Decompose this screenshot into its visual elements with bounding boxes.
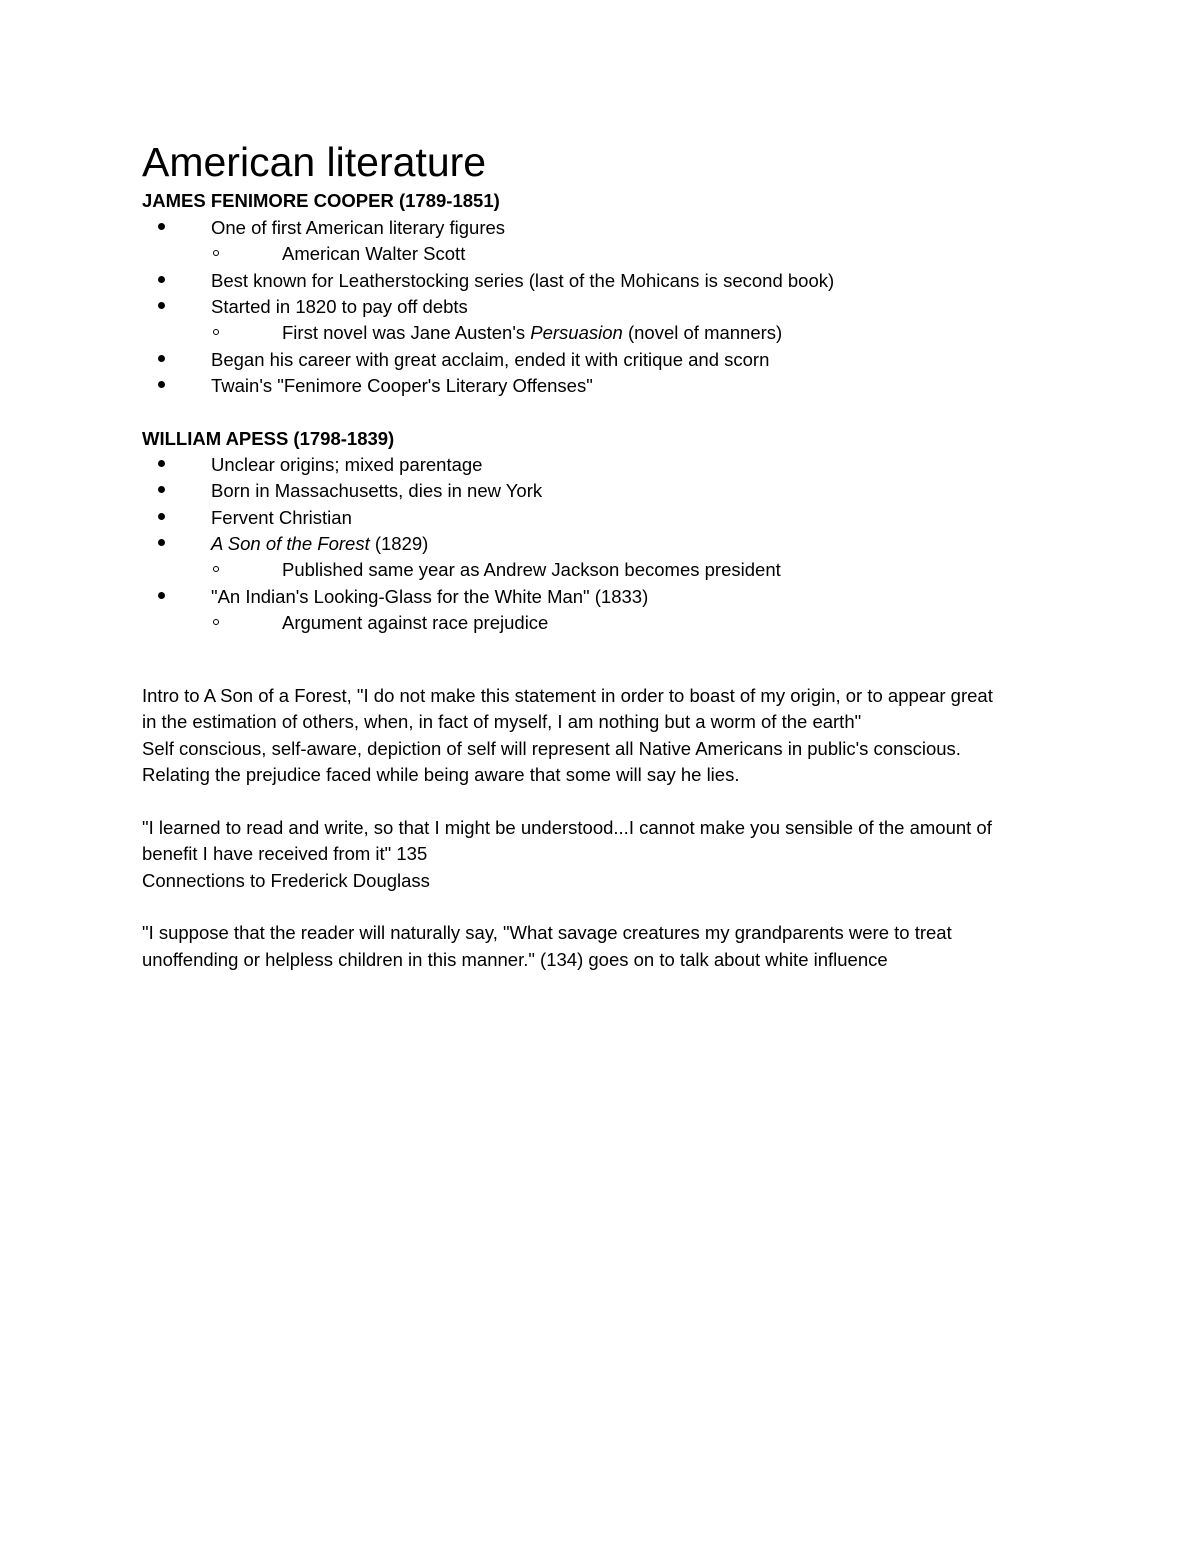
paragraph-line: "I learned to read and write, so that I might be understood...I cannot make you sensible of the amount of <box>142 817 992 838</box>
paragraph-line: "I suppose that the reader will naturally say, "What savage creatures my grandparents were to treat <box>142 922 952 943</box>
sub-bullet-icon <box>213 566 219 572</box>
sub-list-item <box>282 321 782 345</box>
document-title: American literature <box>142 139 487 185</box>
sub-list-item: American Walter Scott <box>282 243 466 264</box>
book-title: Persuasion <box>530 322 623 343</box>
bullet-icon <box>158 513 165 520</box>
list-item: Started in 1820 to pay off debts <box>211 296 468 317</box>
sub-bullet-icon <box>213 329 219 335</box>
paragraph-line: Self conscious, self-aware, depiction of self will represent all Native Americans in public's conscious. <box>142 738 961 759</box>
paragraph-line: unoffending or helpless children in this manner." (134) goes on to talk about white influence <box>142 949 888 970</box>
bullet-icon <box>158 302 165 309</box>
list-item: Best known for Leatherstocking series (last of the Mohicans is second book) <box>211 270 835 291</box>
sub-list-item: Published same year as Andrew Jackson becomes president <box>282 559 781 580</box>
section-heading-cooper: JAMES FENIMORE COOPER (1789-1851) <box>142 190 500 211</box>
paragraph-line: Relating the prejudice faced while being aware that some will say he lies. <box>142 764 740 785</box>
bullet-icon <box>158 381 165 388</box>
paragraph-line: in the estimation of others, when, in fact of myself, I am nothing but a worm of the earth" <box>142 711 862 732</box>
bullet-icon <box>158 539 165 546</box>
bullet-icon <box>158 460 165 467</box>
text-run: (1829) <box>369 533 429 554</box>
paragraph-line: Intro to A Son of a Forest, "I do not make this statement in order to boast of my origin, or to appear great <box>142 685 993 706</box>
paragraph-line: benefit I have received from it" 135 <box>142 843 428 864</box>
paragraph-line: Connections to Frederick Douglass <box>142 870 430 891</box>
sub-bullet-icon <box>213 250 219 256</box>
list-item: Began his career with great acclaim, ended it with critique and scorn <box>211 349 770 370</box>
list-item: Unclear origins; mixed parentage <box>211 454 483 475</box>
list-item: One of first American literary figures <box>211 217 506 238</box>
bullet-icon <box>158 276 165 283</box>
text-run: First novel was Jane Austen's <box>282 322 531 343</box>
sub-list-item: Argument against race prejudice <box>282 612 549 633</box>
bullet-icon <box>158 355 165 362</box>
list-item: Fervent Christian <box>211 507 352 528</box>
book-title: A Son of the Forest <box>211 533 370 554</box>
bullet-icon <box>158 486 165 493</box>
list-item <box>211 532 428 556</box>
bullet-icon <box>158 592 165 599</box>
list-item: Born in Massachusetts, dies in new York <box>211 480 543 501</box>
bullet-icon <box>158 223 165 230</box>
list-item: Twain's "Fenimore Cooper's Literary Offenses" <box>211 375 593 396</box>
list-item: "An Indian's Looking-Glass for the White Man" (1833) <box>211 586 649 607</box>
text-run: (novel of manners) <box>622 322 783 343</box>
sub-bullet-icon <box>213 619 219 625</box>
section-heading-apess: WILLIAM APESS (1798-1839) <box>142 428 395 449</box>
